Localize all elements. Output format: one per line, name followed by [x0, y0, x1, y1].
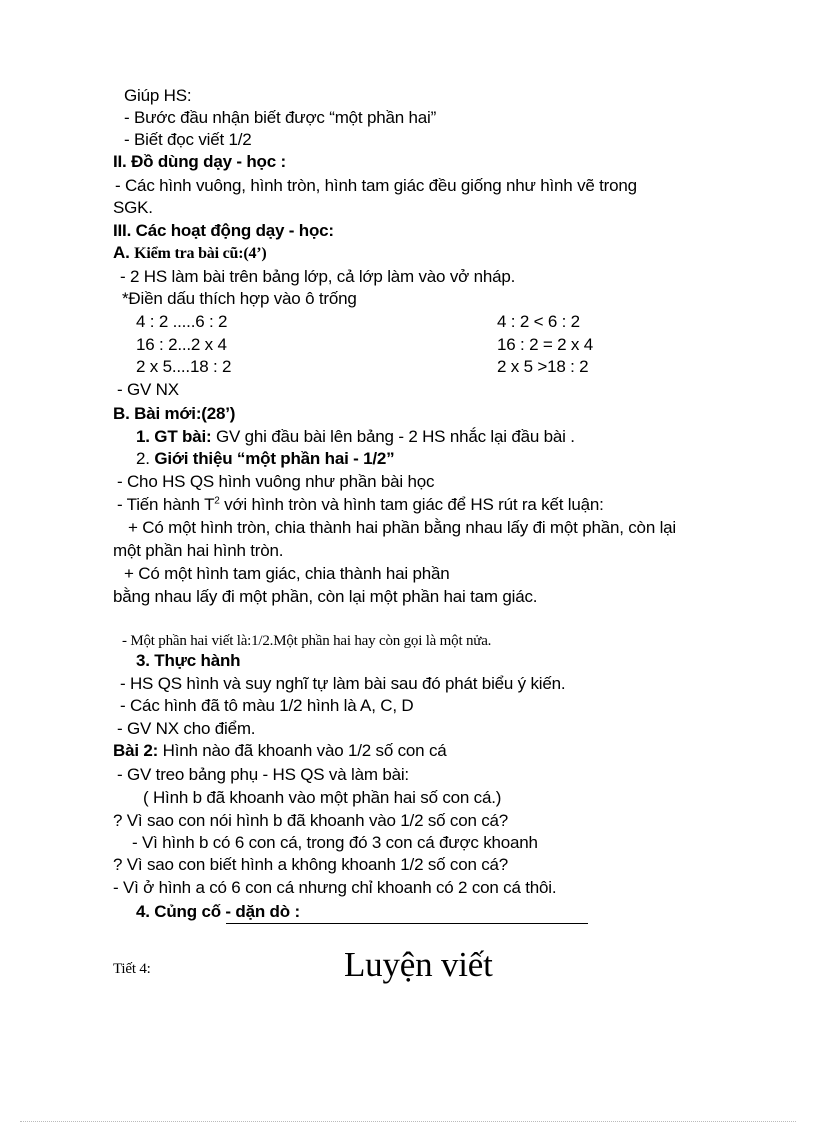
gt-line	[136, 426, 575, 448]
section-heading: II. Đồ dùng dạy - học :	[113, 152, 286, 171]
activity-text	[117, 494, 604, 516]
period-title: Luyện viết	[344, 945, 493, 984]
activity-text: ? Vì sao con nói hình b đã khoanh vào 1/2 số con cá?	[113, 811, 509, 830]
exercise-left: 4 : 2 .....6 : 2	[136, 312, 228, 331]
activity-text: - Cho HS QS hình vuông như phần bài học	[117, 472, 435, 491]
activity-text: *Điền dấu thích hợp vào ô trống	[122, 289, 357, 308]
gt-text: GV ghi đầu bài lên bảng - 2 HS nhắc lại đầu bài .	[211, 427, 575, 446]
activity-text: bằng nhau lấy đi một phần, còn lại một phần hai tam giác.	[113, 587, 538, 606]
summary-underline	[226, 923, 588, 924]
activity-text: - GV NX	[117, 380, 179, 399]
period-label: Tiết 4:	[113, 961, 151, 977]
part-b-heading: B. Bài mới:(28’)	[113, 404, 236, 423]
exercise-right: 2 x 5 >18 : 2	[497, 357, 589, 376]
part-a-heading	[113, 242, 267, 265]
exercise-left: 16 : 2...2 x 4	[136, 335, 227, 354]
objectives-intro: Giúp HS:	[124, 86, 192, 105]
activity-text: một phần hai hình tròn.	[113, 541, 284, 560]
part-a-letter: A.	[113, 243, 130, 262]
line-part: với hình tròn và hình tam giác để HS rút ra kết luận:	[219, 495, 604, 514]
practice-heading: 3. Thực hành	[136, 651, 241, 670]
activity-text: + Có một hình tam giác, chia thành hai phần	[124, 564, 450, 583]
superscript: 2	[214, 495, 220, 507]
intro-heading	[136, 448, 394, 470]
bai2-text: Hình nào đã khoanh vào 1/2 số con cá	[158, 741, 447, 760]
footer-divider	[20, 1121, 796, 1122]
activity-text: - Một phần hai viết là:1/2.Một phần hai hay còn gọi là một nửa.	[122, 633, 492, 649]
activity-text: - Vì hình b có 6 con cá, trong đó 3 con cá được khoanh	[132, 833, 538, 852]
line-part: - Tiến hành T	[117, 495, 215, 514]
exercise-right: 4 : 2 < 6 : 2	[497, 312, 580, 331]
activity-text: ( Hình b đã khoanh vào một phần hai số con cá.)	[143, 788, 502, 807]
exercise-right: 16 : 2 = 2 x 4	[497, 335, 593, 354]
activity-text: ? Vì sao con biết hình a không khoanh 1/2 số con cá?	[113, 855, 509, 874]
gt-label: 1. GT bài:	[136, 427, 212, 446]
materials-text: - Các hình vuông, hình tròn, hình tam giác đều giống như hình vẽ trong	[115, 176, 637, 195]
activity-text: + Có một hình tròn, chia thành hai phần bằng nhau lấy đi một phần, còn lại	[128, 518, 677, 537]
activity-text: - Vì ở hình a có 6 con cá nhưng chỉ khoanh có 2 con cá thôi.	[113, 878, 557, 897]
materials-text: SGK.	[113, 198, 153, 217]
part-a-title: Kiểm tra bài cũ:(4’)	[134, 245, 267, 262]
summary-heading: 4. Củng cố - dặn dò :	[136, 902, 300, 921]
intro-title: Giới thiệu “một phần hai - 1/2”	[154, 449, 395, 468]
activity-text: - GV treo bảng phụ - HS QS và làm bài:	[117, 765, 409, 784]
objective-item: - Bước đầu nhận biết được “một phần hai”	[124, 108, 437, 127]
exercise-left: 2 x 5....18 : 2	[136, 357, 232, 376]
activity-text: - HS QS hình và suy nghĩ tự làm bài sau đó phát biểu ý kiến.	[120, 674, 566, 693]
activity-text: - 2 HS làm bài trên bảng lớp, cả lớp làm vào vở nháp.	[120, 267, 516, 286]
intro-number: 2.	[136, 449, 155, 468]
bai2-line	[113, 740, 447, 762]
bai2-label: Bài 2:	[113, 741, 159, 760]
activity-text: - Các hình đã tô màu 1/2 hình là A, C, D	[120, 696, 414, 715]
activity-text: - GV NX cho điểm.	[117, 719, 256, 738]
objective-item: - Biết đọc viết 1/2	[124, 130, 252, 149]
section-heading: III. Các hoạt động dạy - học:	[113, 221, 334, 240]
